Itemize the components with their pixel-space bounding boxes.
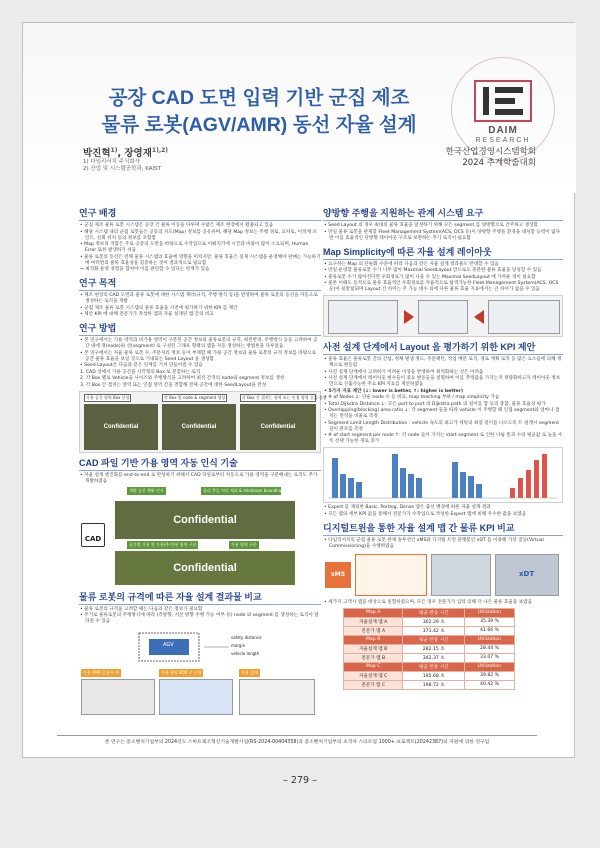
layout-image-mid [418, 300, 468, 334]
section-spec-body: • 물류 로봇의 규격을 고려할 때는 다음과 같은 정보가 필요함 • 주거로 물류로봇의 주행방식에 따라 (측방향, 서선 방향 주행 가능 여부 등) node 와 segment 를 생성하는 로직이 달라질 수 있음 [80, 606, 319, 624]
confidential-image: Confidential [240, 404, 316, 450]
conference-name: 한국산업경영시스템학회 2024 추계학술대회 [445, 147, 536, 168]
layout-simplicity-figure [323, 295, 563, 337]
daim-logo [451, 57, 555, 161]
kpi-charts-figure [323, 447, 563, 503]
section-cad-title: CAD 파일 기반 가용 영역 자동 인식 기술 [79, 456, 321, 471]
section-purpose-body: • 제조 현장의 CAD 도면과 물류 로봇에 대한 시스템 제약(규격, 주행 방식 등)을 반영하여 물류 로봇의 동선을 자동으로 생성하는 로직을 개발 • 군집 제조 물류 로봇 시스템의 물류 효율을 사전에 평가하기 위한 KPI 를 제안 • 제안 KPI 에 대해 전문가가 작성한 맵과 자율 설계된 맵 간의 비교 [80, 293, 318, 317]
section-method-body: • 본 연구에서는 가용 영역과 비가용 영역이 구분된 공간 정보와 물류로봇의 규격, 최전반경, 주행방식 등을 고려하여 공간 내에 경(node)와 선(segment) 로 구성된 그래프 형태의 맵을 자동 생성하는 방법론을 다루었음 • 본 연구에서는 자율 물류 로봇 수, 주문처리 정보 등이 부재할 때 가용 공간 정보와 물류 로봇의 규격 정보를 바탕으로 공간 물류 효율을 보일 것으로 기대되는 Seed Layout 을 생성함 • Seed Layout은 다음과 같은 단계를 거쳐 만들어질 수 있음 1. CAD 상에서 가용 공간을 사각형의 Box 로 분할하는 로직 2. 각 Box 별로 Vehicle을 사이즈와 주행방식을 고려하여 최적 간격의 node와 segment 정보를 생성 3. 각 Box 간 겹치는 영역 또는 인접 영역 간을 결합해 전체 공간에 대한 SeedLayout을 완성 [80, 338, 318, 388]
ie-logo-icon [473, 79, 533, 123]
section-digitaltwin-title: 디지털트윈을 통한 자율 설계 맵 간 물류 KPI 비교 [323, 521, 563, 536]
table-row: 전문가 맵 C 198.72 초 40.42 % [344, 680, 515, 689]
poster-title: 공장 CAD 도면 입력 기반 군집 제조 물류 로봇(AGV/AMR) 동선 자율 설계 [101, 87, 417, 136]
confidential-image: Confidential [115, 551, 295, 585]
xms-screen-image [355, 554, 427, 596]
section-purpose-title: 연구 목적 [79, 276, 321, 291]
table-header-row: Map C 평균 반송 시간 Utilization [344, 662, 515, 671]
right-column [323, 203, 563, 690]
section-background-title: 연구 배경 [79, 206, 321, 221]
layout-image-simple [328, 300, 398, 334]
table-header-row: Map B 평균 반송 시간 Utilization [344, 635, 515, 644]
section-digitaltwin-body: • 다임리서치의 군집 물류 로봇 관제 솔루션인 xMS와 디지털 트윈 플랫폼인 xDT 를 이용해 가상 점등(Virtual Commissioning)을 수행하였음 [324, 537, 544, 549]
digital-twin-figure: xMS xDT [323, 552, 563, 598]
section-spec-title: 물류 로봇의 규격에 따른 자율 설계 결과물 비교 [79, 590, 321, 605]
table-row: 전문가 맵 B 342.37 초 33.07 % [344, 653, 515, 662]
section-kpi-body: • 물류 효율은 물류로봇 간의 간섭, 정체 발생 정도, 주문패턴, 작업 배분 로직, 경로 계획 로직 등 많은 요소들에 의해 정책으로 변동됨 • 사전 설계 단계에서 고려하기 어려운 이상을 반영하여 최적화하는 것은 어려움 • 사전 설계 단계에서 레이아웃 변수들이 중요 변동들을 설명하여 이를 추정값을 가지는지 정량화하고자 레이아웃 정보만으로 산출가능한 주요 KPI 지표를 제안하였음 • 5가지 지표 제안 (↓: lower is better, ↑: higher is better) • # of Nodes ↓: 단순 node 수 등 비교, map teaching 부하 / map simplicity 가늠 • Total Dijkstra Distance ↓: 모든 port to port 의 Dijkstra path 의 길이를 합 등의 총합, 물류 효율성 평가 • Overlapping(blocking) area ratio ↓: 각 segment 들을 따라 vehicle 이 주행할 때 인접 segment와 얼마나 겹치는 면적을 비율로 측정 • Segment Limit Length Distribution : vehicle 속도의 최고가 세팅의 최장 길이를 나오도록 트 설계시 segment 길이 분포를 측정 • # of start segment per node ↑: 각 node 들이 가지는 start segment 로 인한 나뉨 통과 수의 평균값 로 높을 수록 선택 가능한 경로 증가 [324, 357, 563, 444]
section-kpi-title: 사전 설계 단계에서 Layout 을 평가하기 위한 KPI 제안 [323, 340, 563, 355]
confidential-image: Confidential [84, 404, 158, 450]
xdt-screen-image [431, 554, 491, 596]
section-bidirectional-title: 양방향 주행을 지원하는 관계 시스템 요구 [323, 206, 563, 221]
kpi-bar-charts-icon [324, 448, 562, 502]
agv-dimension-icon [109, 627, 289, 667]
layout-image-maximal [488, 300, 560, 334]
section-digitaltwin-result: • 세가지 고객사 맵을 대상으로 실험하였으며, 모든 경우 전문가가 입력 의해 더 나은 물류 효율을 보였음 [324, 599, 533, 605]
floor-plan-image [81, 679, 155, 715]
authors: 박진혁$^{1)}$, 장영재$^{1),2)}$ [83, 146, 169, 159]
cad-recognition-figure: CAD 개별 공간 채워 인식 물리 충돌 처리 제외 & minimum bounding rectangle 확보 Confidential 공간별 가용 면 가용(추가)된 영역 구분 가용 영역 구분 Confidential [79, 487, 321, 587]
logo-subtext: RESEARCH [475, 137, 531, 144]
xms-logo: xMS [325, 562, 351, 588]
section-simplicity-body: • 요구하는 Map 의 단순화 수준에 따라 다음과 같은 자율 설계 결과물도 반대할 수 있음 • 만일 운영할 물류로봇 수가 너무 많아 Maximal SeedLayout 만으로도 충분한 물류 효율을 달성할 수 있음 • 물류로봇 수가 많아진다면 우회경로가 많이 나을 수 있는 Maximal SeedLayout 에 가까운 경이 필요함 • 물론 이때도 동적으로 물류 효율적인 우회경로를 자율적으로 탐색가능한 Fleet Management System(ACS, OCS 등)이 뒷받침되며 Layout 간 차이는 주 가능 대수 외에 다른 물류 효율 지표에서는 큰 차이가 없을 수 있음 [324, 261, 559, 292]
page-number: – 279 – [283, 775, 317, 786]
table-row: 전문가 맵 A 371.42 초 41.66 % [344, 626, 515, 635]
affiliations: 1) 다임리서치 주식회사 2) 산업 및 시스템공학과, KAIST [83, 159, 161, 172]
section-method-title: 연구 방법 [79, 321, 321, 336]
table-header-row: Map A 평균 반송 시간 Utilization [344, 608, 515, 617]
poster-header [23, 23, 576, 193]
table-row: 자율설계 맵 A 302.29 초 35.39 % [344, 617, 515, 626]
section-cad-body: • 자율 설계 엔진화를 end-to-end 로 완성하기 위해서 CAD 파일로부터 자동으로 가용 영역을 구분해내는 로직도 추가 개발하였음 [80, 472, 318, 484]
table-row: 자율설계 맵 C 195.68 초 39.82 % [344, 671, 515, 680]
kpi-chart-notes: • Expert 를 제외한 Basic, Portlog, Dense 맵은 출선 밴경에 따른 자율 설계 결과 • 모든 맵의 세부 KPI 값을 통해서 전문가가 수작업으로 작성한 Expert 맵에 비해 우수한 값을 보였음 [324, 505, 527, 517]
auto-design-image [239, 679, 315, 715]
section-background-body: • 군집 제조 물류 로봇 시스템은 공장 간 물류 이동을 다루며 수많은 제조 현장에서 활용되고 있음 • 해당 시스템 내의 군집 로봇들은 공동의 지도(Map) 정보를 공유하며, 해당 Map 정보는 주행 경로, 교차로, 이적재 포인트, 선회 위치 등의 정보를 포함함 • Map 정보의 적합은 주로 공장의 도면을 바탕으로 수작업으로 이뤄지기에 시간과 비용이 많이 소요되며, Human Error 또한 발생하기 쉬움 • 물류 로봇의 동선은 전체 물류 시스템의 효율에 영향을 미치지만, 물류 효율은 실제 시스템을 운영해야 판매는 가능하기에 여러번의 물류 효율성을 검증하는 것이 결과적으로 필요함 → 최적화 운영 경험을 합쳐야 이를 판단할 수 있다는 한계가 있음 [80, 223, 321, 272]
section-bidirectional-body: • Seed Layout 의 경우 최대의 물류 효율을 달성하기 위해 모든 segment 를 양방향으로 간주하고 생성함 • 만일 물류 로봇을 관제할 Fleet Management System(ACS, OCS 등)이 양방향 주행을 환경을 대처할 능력이 없다면 이를 효율적인 단방향 레이아웃 구조로 보완하는 추가 로직이 필요함 [324, 223, 561, 241]
table-row: 자율설계 맵 B 282.15 초 28.44 % [344, 644, 515, 653]
confidential-image: Confidential [162, 404, 236, 450]
cad-file-icon: CAD [81, 523, 105, 547]
logo-text: DAIM [488, 125, 518, 136]
arrow-left-icon [474, 310, 484, 324]
agv-spec-figure: AGV safety distance margin vehicle length 가용 AMR 일용이 예 가용 영역 BOX 로 분할 자율 설계 [79, 627, 321, 717]
box-split-image [159, 679, 233, 715]
kpi-comparison-table [343, 608, 515, 690]
left-column [79, 203, 327, 719]
seed-layout-figure: 가용 공간 영역 Box 분할 각 Box 별 node & segment 생성 각 Box 간 겹치는 영역 또는 인접 영역 간을 결합 Confidential Confidential Confidential [79, 391, 321, 453]
confidential-image: Confidential [115, 501, 295, 539]
funding-acknowledgement: 본 연구는 중소벤처기업부의 2024년도 스마트제조혁신기술개발사업(RS-2024-00404358)과 중소벤처기업부의 초격차 스타트업 1000+ 프로젝트(20242387)의 지원에 의한 연구임 [57, 735, 537, 745]
poster [22, 22, 575, 758]
arrow-right-icon [404, 310, 414, 324]
section-simplicity-title: Map Simplicity에 따른 자율 설계 레이아웃 [323, 245, 563, 260]
